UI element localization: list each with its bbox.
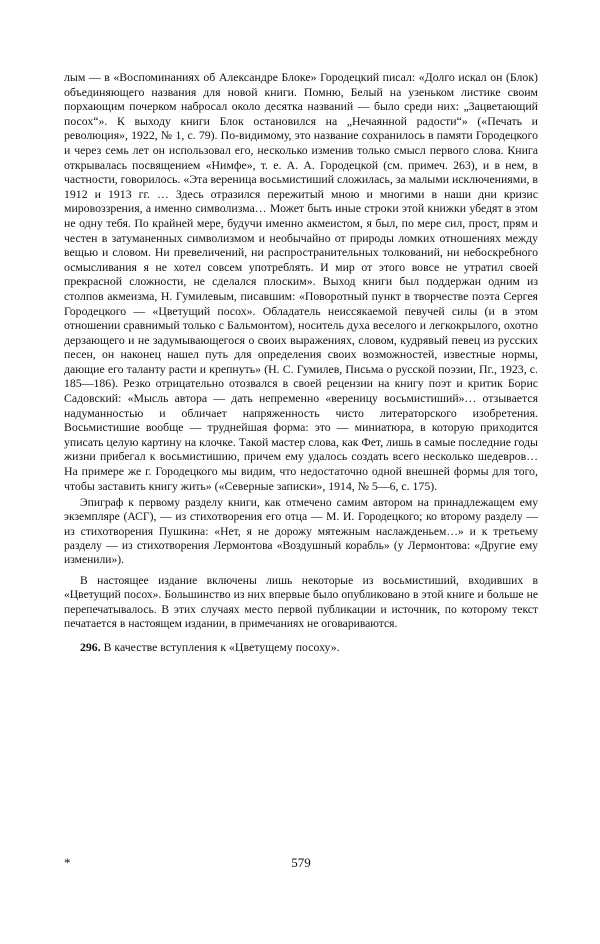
commentary-paragraph-1 bbox=[64, 70, 538, 493]
commentary-paragraph-3 bbox=[64, 574, 538, 631]
page-number: 579 bbox=[291, 855, 311, 870]
signature-mark: * bbox=[64, 855, 71, 870]
page-footer bbox=[64, 855, 538, 871]
commentary-paragraph-2 bbox=[64, 496, 538, 567]
note-line bbox=[64, 640, 538, 655]
paragraph-text: Эпиграф к первому разделу книги, как отмечено самим автором на принадлежащем ему экземпляре (АСГ), — из стихотворения его отца — М. И. Городецкого; ко второму разделу — из стихотворения Пушкина: «Нет, я не дорожу мятежным наслажденьем…» и к третьему разделу — из стихотворения Лермонтова «Воздушный корабль» (у Лермонтова: «Другие ему изменили»). bbox=[64, 496, 538, 567]
note-entry bbox=[64, 640, 538, 655]
note-text: В качестве вступления к «Цветущему посоху». bbox=[103, 640, 340, 655]
note-number: 296. bbox=[80, 640, 101, 655]
paragraph-text: лым — в «Воспоминаниях об Александре Блоке» Городецкий писал: «Долго искал он (Блок) объединяющего названия для новой книги. Помню, Белый на узеньком листике своим порхающим почерком набросал около десятка названий — было среди них: „Зацветающий посох“». К выходу книги Блок остановился на „Нечаянной радости“» («Печать и революция», 1922, № 1, с. 79). По-видимому, это название сохранилось в памяти Городецкого и через семь лет он использовал его, несколько изменив только смысл первого слова. Книга открывалась посвящением «Нимфе», т. е. А. А. Городецкой (см. примеч. 263), и в нем, в частности, говорилось. «Эта вереница восьмистиший сложилась, за малыми исключениями, в 1912 и 1913 гг. … Здесь отразился пережитый мною и многими в наши дни кризис мировоззрения, а именно символизма… Может быть иные строки этой книжки убедят в этом не одну тебя. По крайней мере, будучи именно акмеистом, я был, по мере сил, прост, прям и честен в затуманенных символизмом и необычайно от природы ломких отношениях между вещью и словом. Ни превеличений, ни распространительных толкований, ни небоскребного осмысливания я не хотел совсем употреблять. И мир от этого вовсе не утратил своей прекрасной сложности, не сделался плоским». Выход книги был поддержан одним из столпов акмеизма, Н. Гумилевым, писавшим: «Поворотный пункт в творчестве поэта Сергея Городецкого — «Цветущий посох». Обладатель неиссякаемой певучей силы (и в этом отношении сравнимый только с Бальмонтом), носитель духа веселого и легкокрылого, охотно дерзающего и не задумывающегося о своих выражениях, словом, кудрявый певец из русских песен, он наконец нашел путь для определения своих возможностей, известные нормы, дающие его таланту расти и крепнуть» (Н. С. Гумилев, Письма о русской поэзии, Пг., 1923, с. 185—186). Резко отрицательно отозвался в своей рецензии на книгу поэт и критик Борис Садовский: «Мысль автора — дать непременно «вереницу восьмистиший»… отзывается надуманностью и обличает напряженность чисто литераторского изобретения. Восьмистишие вообще — труднейшая форма: это — миниатюра, в которую приходится уписать целую картину на клочке. Такой мастер слова, как Фет, лишь в самые последние годы жизни прибегал к восьмистишию, причем ему удалось создать всего несколько шедевров… На примере же г. Городецкого мы видим, что недостаточно одной внешней формы для того, чтобы заставить книгу жить» («Северные записки», 1914, № 5—6, с. 175). bbox=[64, 70, 538, 493]
paragraph-text: В настоящее издание включены лишь некоторые из восьмистиший, входивших в «Цветущий посох». Большинство из них впервые было опубликовано в этой книге и больше не перепечатывалось. В этих случаях место первой публикации и источник, по которому текст печатается в настоящем издании, в примечаниях не оговариваются. bbox=[64, 574, 538, 630]
